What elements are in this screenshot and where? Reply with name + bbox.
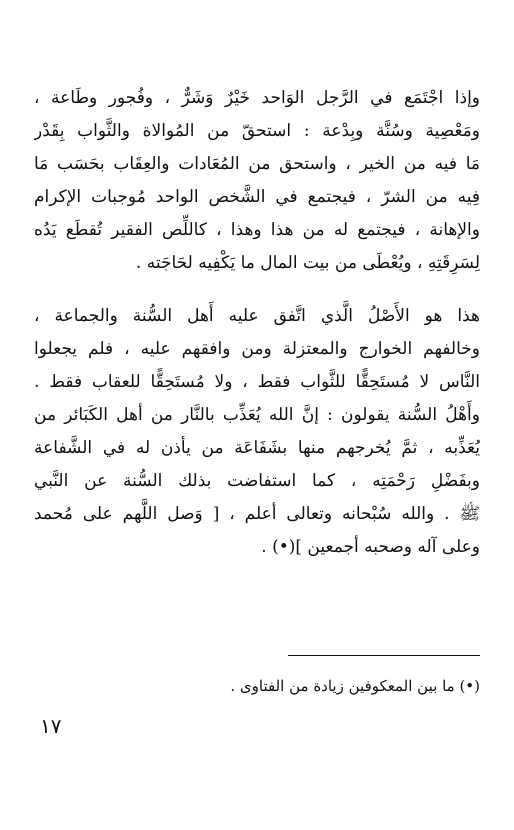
text-line: ﷺ . والله سُبْحانه وتعالى أعلم ، [ وَصل اللَّهم على مُحمد: [34, 504, 480, 524]
text-line: وبفَضْلِ رَحْمَتِه ، كما استفاضت بذلك السُّنة عن النَّبي: [34, 471, 480, 491]
footnote: (•) ما بين المعكوفين زيادة من الفتاوى .: [230, 677, 480, 695]
text-line: وخالفهم الخوارج والمعتزلة ومن وافقهم عليه ، فلم يجعلوا: [34, 339, 480, 359]
text-line: ومَعْصِية وسُنَّة وبِدْعة : استحقّ من المُوالاة والثَّواب بِقَدْر: [34, 121, 480, 141]
paragraph-1: [34, 82, 480, 280]
text-line: لِسَرِقَتِهِ ، ويُعْطَى من بيت المال ما يَكْفِيه لحَاجَته .: [135, 253, 480, 273]
text-line: يُعَذِّبه ، ثمَّ يُخرجهم منها بشَفَاعَة من يأذن له في الشَّفاعة: [34, 438, 480, 458]
paragraph-2: [34, 300, 480, 564]
text-line: هذا هو الأَصْلُ الَّذي اتَّفق عليه أَهل السُّنة والجماعة ،: [34, 306, 480, 326]
footnote-divider: [288, 655, 480, 656]
text-line: وأَهْلُ السُّنة يقولون : إنَّ الله يُعَذِّب بالنَّار من أهل الكَبَائر من: [34, 405, 480, 425]
text-line: مَا فيه من الخير ، واستحق من المُعَادات والعِقَاب بحَسَب مَا: [34, 154, 480, 174]
text-line: وعلى آله وصحبه أجمعين ](•) .: [261, 537, 480, 557]
text-line: النَّاس لا مُستَحِقًّا للثَّواب فقط ، ولا مُستَحِقًّا للعقاب فقط .: [34, 372, 480, 392]
page-number: ١٧: [40, 714, 62, 738]
text-line: فِيه من الشرّ ، فيجتمع في الشَّخص الواحد مُوجبات الإكرام: [34, 187, 480, 207]
text-line: والإهانة ، فيجتمع له من هذا وهذا ، كاللِّص الفقير تُقطَع يَدُه: [34, 220, 480, 240]
text-line: وإذا اجْتَمَع في الرَّجل الوَاحد خَيْرٌ وَشَرٌّ ، وفُجور وطَاعة ،: [34, 88, 480, 108]
